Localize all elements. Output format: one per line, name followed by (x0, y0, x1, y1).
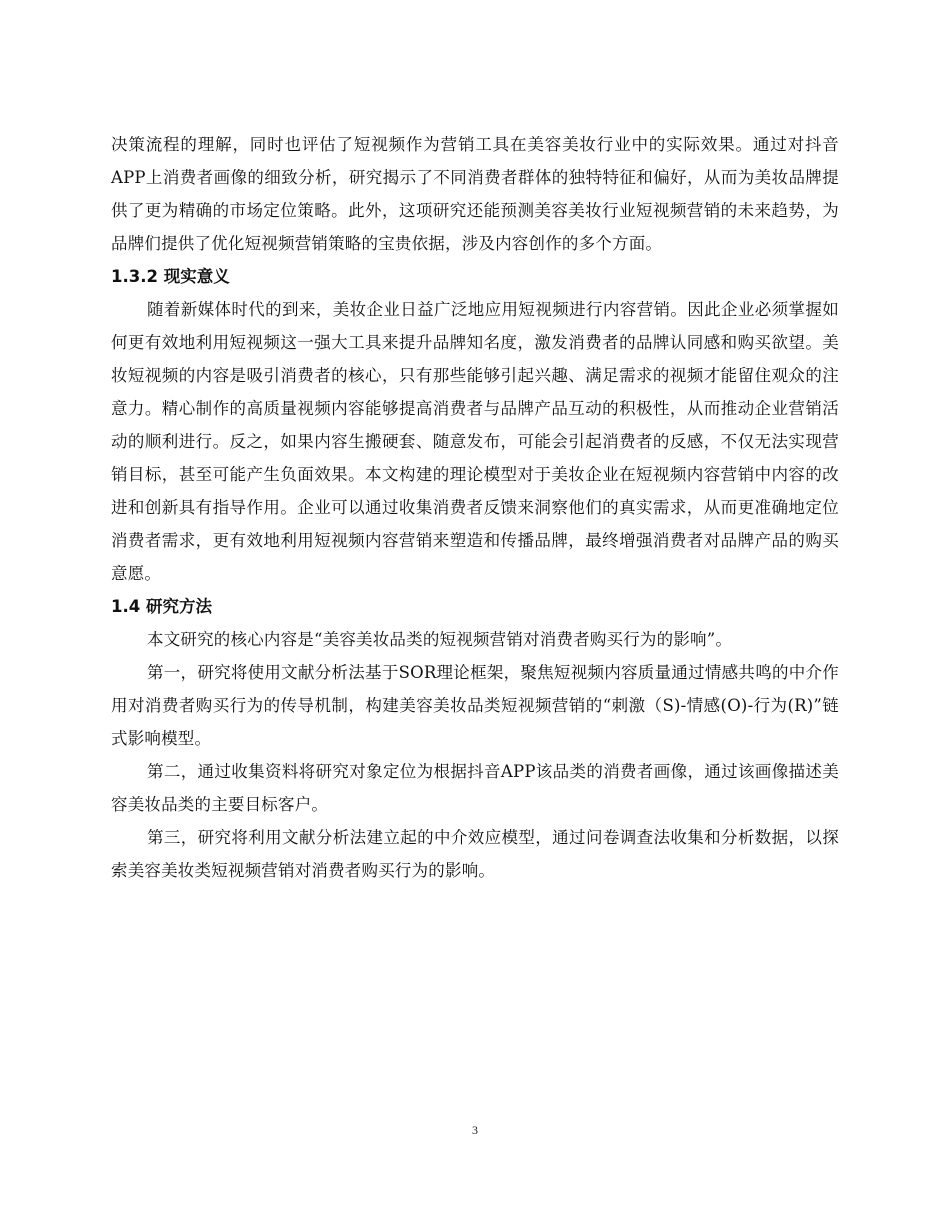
document-body (111, 128, 839, 887)
paragraph-method-third: 第三，研究将利用文献分析法建立起的中介效应模型，通过问卷调查法收集和分析数据，以探索美容美妆类短视频营销对消费者购买行为的影响。 (111, 828, 839, 880)
paragraph-method-second: 第二，通过收集资料将研究对象定位为根据抖音APP该品类的消费者画像，通过该画像描述美容美妆品类的主要目标客户。 (111, 762, 839, 814)
section-heading-1-3-2: 1.3.2 现实意义 (111, 267, 230, 286)
page-number: 3 (472, 1123, 478, 1137)
paragraph-research-significance-continued: 决策流程的理解，同时也评估了短视频作为营销工具在美容美妆行业中的实际效果。通过对抖音APP上消费者画像的细致分析，研究揭示了不同消费者群体的独特特征和偏好，从而为美妆品牌提供了更为精确的市场定位策略。此外，这项研究还能预测美容美妆行业短视频营销的未来趋势，为品牌们提供了优化短视频营销策略的宝贵依据，涉及内容创作的多个方面。 (111, 135, 839, 253)
paragraph-method-first: 第一，研究将使用文献分析法基于SOR理论框架，聚焦短视频内容质量通过情感共鸣的中介作用对消费者购买行为的传导机制，构建美容美妆品类短视频营销的“刺激（S)-情感(O)-行为(R)”链式影响模型。 (111, 663, 839, 748)
paragraph-core-content: 本文研究的核心内容是“美容美妆品类的短视频营销对消费者购买行为的影响”。 (147, 630, 733, 649)
section-heading-1-4: 1.4 研究方法 (111, 597, 212, 616)
paragraph-practical-significance: 随着新媒体时代的到来，美妆企业日益广泛地应用短视频进行内容营销。因此企业必须掌握如何更有效地利用短视频这一强大工具来提升品牌知名度，激发消费者的品牌认同感和购买欲望。美妆短视频的内容是吸引消费者的核心，只有那些能够引起兴趣、满足需求的视频才能留住观众的注意力。精心制作的高质量视频内容能够提高消费者与品牌产品互动的积极性，从而推动企业营销活动的顺利进行。反之，如果内容生搬硬套、随意发布，可能会引起消费者的反感，不仅无法实现营销目标，甚至可能产生负面效果。本文构建的理论模型对于美妆企业在短视频内容营销中内容的改进和创新具有指导作用。企业可以通过收集消费者反馈来洞察他们的真实需求，从而更准确地定位消费者需求，更有效地利用短视频内容营销来塑造和传播品牌，最终增强消费者对品牌产品的购买意愿。 (111, 300, 839, 583)
